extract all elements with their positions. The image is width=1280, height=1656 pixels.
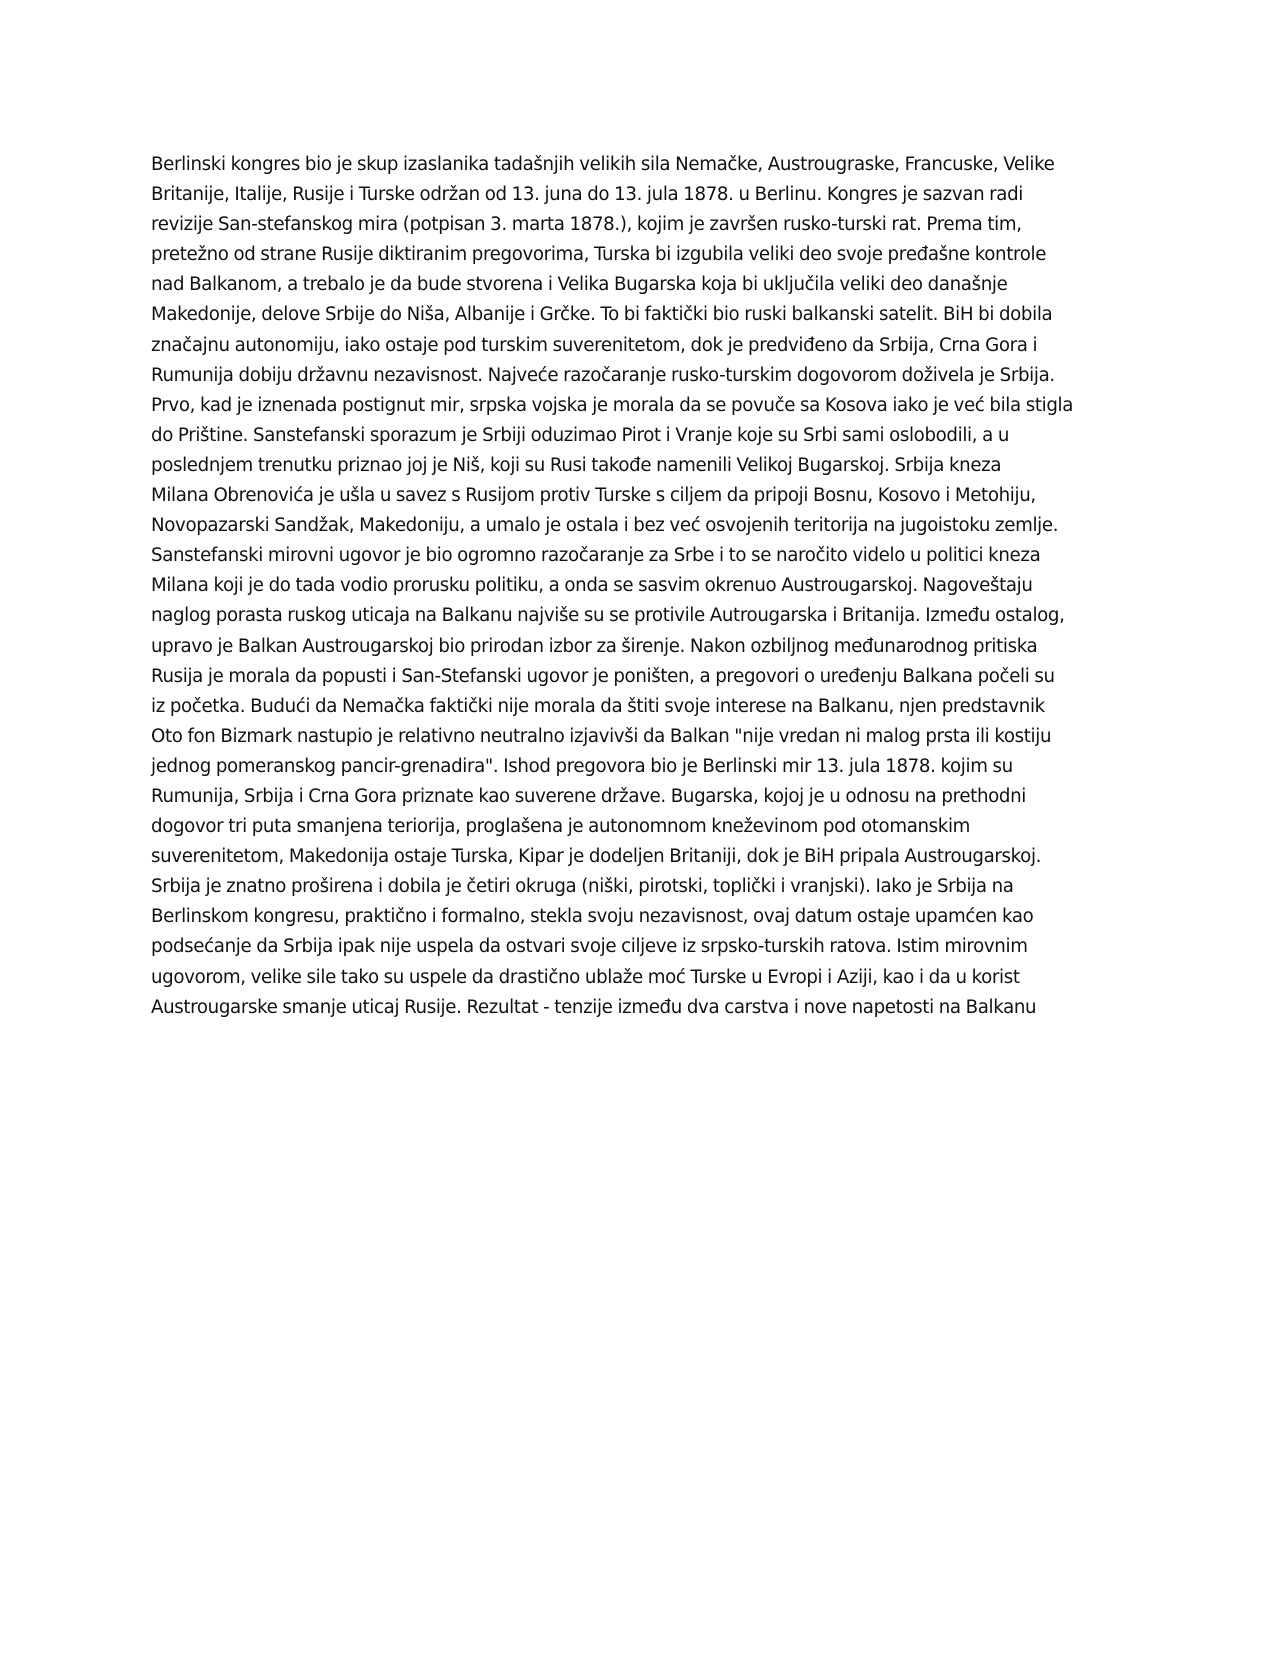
text-line: pretežno od strane Rusije diktiranim pregovorima, Turska bi izgubila veliki deo svoje prеđašne kontrole	[151, 244, 1047, 266]
text-line: podsećanje da Srbija ipak nije uspela da ostvari svoje ciljeve iz srpsko-turskih ratova. Istim mirovnim	[151, 936, 1028, 958]
text-line: Rumunija dobiju državnu nezavisnost. Najveće razočaranje rusko-turskim dogovorom doživela je Srbija.	[151, 364, 1055, 386]
text-line: do Prištine. Sanstefanski sporazum je Srbiji oduzimao Pirot i Vranje koje su Srbi sami oslobodili, a u	[151, 424, 1010, 446]
text-line: dogovor tri puta smanjena teriorija, proglašena je autonomnom kneževinom pod otomanskim	[151, 816, 971, 838]
text-line: iz početka. Budući da Nemačka faktički nije morala da štiti svoje interese na Balkanu, njen predstavnik	[151, 695, 1045, 717]
text-line: poslednjem trenutku priznao joj je Niš, koji su Rusi takođe namenili Velikoj Bugarskoj. Srbija kneza	[151, 454, 1002, 476]
text-line: Sanstefanski mirovni ugovor je bio ogromno razočaranje za Srbe i to se naročito videlo u politici kneza	[151, 545, 1041, 567]
text-line: revizije San-stefanskog mira (potpisan 3. marta 1878.), kojim je završen rusko-turski rat. Prema tim,	[151, 214, 1022, 236]
text-line: suverenitetom, Makedonija ostaje Turska, Kipar je dodeljen Britaniji, dok je BiH pripala Austrougarskoj.	[151, 846, 1042, 868]
text-line: upravo je Balkan Austrougarskoj bio prirodan izbor za širenje. Nakon ozbiljnog međunarodnog pritiska	[151, 635, 1038, 657]
text-line: Rumunija, Srbija i Crna Gora priznate kao suverene države. Bugarska, kojoj je u odnosu na prethodni	[151, 785, 1026, 807]
text-line: značajnu autonomiju, iako ostaje pod turskim suverenitetom, dok je predviđeno da Srbija, Crna Gora i	[151, 334, 1038, 356]
text-line: Milana koji je do tada vodio prorusku politiku, a onda se sasvim okrenuo Austrougarskoj. Nagoveštaju	[151, 575, 1033, 597]
text-line: Oto fon Bizmark nastupio je relativno neutralno izjavivši da Balkan "nije vredan ni malog prsta ili kostiju	[151, 725, 1052, 747]
text-line: Novopazarski Sandžak, Makedoniju, a umalo je ostala i bez već osvojenih teritorija na jugoistoku zemlje.	[151, 515, 1059, 537]
text-line: ugovorom, velike sile tako su uspele da drastično ublaže moć Turske u Evropi i Aziji, kao i da u korist	[151, 966, 1020, 988]
text-line: Makedonije, delove Srbije do Niša, Albanije i Grčke. To bi faktički bio ruski balkanski satelit. BiH bi dobila	[151, 304, 1053, 326]
text-line: Rusija je morala da popusti i San-Stefanski ugovor je poništen, a pregovori o uređenju Balkana počeli su	[151, 665, 1055, 687]
text-line: nad Balkanom, a trebalo je da bude stvorena i Velika Bugarska koja bi uključila veliki deo današnje	[151, 274, 1008, 296]
text-line: Prvo, kad je iznenada postignut mir, srpska vojska je morala da se povuče sa Kosova iako je već bila stigla	[151, 394, 1074, 416]
text-line: Austrougarske smanje uticaj Rusije. Rezultat - tenzije između dva carstva i nove napetosti na Balkanu	[151, 996, 1037, 1018]
text-line: Britanije, Italije, Rusije i Turske održan od 13. juna do 13. jula 1878. u Berlinu. Kongres je sazvan radi	[151, 184, 1023, 206]
text-line: jednog pomeranskog pancir-grenadira". Ishod pregovora bio je Berlinski mir 13. jula 1878. kojim su	[151, 755, 1013, 777]
text-line: Berlinski kongres bio je skup izaslanika tadašnjih velikih sila Nemačke, Austrougraske, Francuske, Velike	[151, 154, 1055, 175]
text-line: Berlinskom kongresu, praktično i formalno, stekla svoju nezavisnost, ovaj datum ostaje upamćen kao	[151, 906, 1034, 928]
text-line: naglog porasta ruskog uticaja na Balkanu najviše su se protivile Autrougarska i Britanija. Između ostalog,	[151, 605, 1065, 627]
body-paragraph	[151, 150, 1141, 1023]
text-line: Milana Obrenovića je ušla u savez s Rusijom protiv Turske s ciljem da pripoji Bosnu, Kosovo i Metohiju,	[151, 485, 1036, 507]
text-line: Srbija je znatno proširena i dobila je četiri okruga (niški, pirotski, toplički i vranjski). Iako je Srbija na	[151, 876, 1014, 898]
